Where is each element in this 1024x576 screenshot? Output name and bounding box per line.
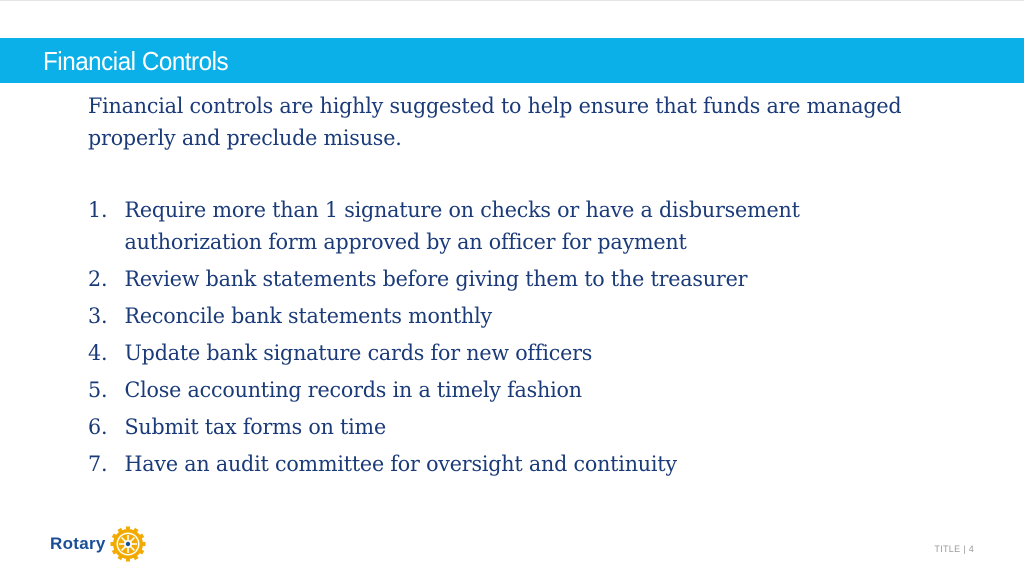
list-item-number: 2. [88, 267, 108, 292]
list-item [88, 195, 914, 259]
rotary-logo [50, 526, 146, 562]
list-item-text: Reconcile bank statements monthly [124, 304, 492, 329]
list-item-number: 5. [88, 378, 108, 403]
footer-separator: | [963, 544, 966, 554]
list-item [88, 412, 914, 444]
intro-paragraph: Financial controls are highly suggested to help ensure that funds are managed properly and preclude misuse. [88, 94, 902, 151]
list-item-text: Have an audit committee for oversight and continuity [124, 452, 677, 477]
page-footer [934, 544, 974, 554]
list-item-number: 4. [88, 341, 108, 366]
list-item [88, 375, 914, 407]
list-item [88, 449, 914, 481]
logo-wordmark: Rotary [50, 534, 106, 553]
top-divider [0, 0, 1024, 1]
controls-list [88, 195, 914, 486]
list-item-number: 1. [88, 198, 108, 223]
list-item-text: Review bank statements before giving them to the treasurer [124, 267, 748, 292]
rotary-wheel-icon [110, 526, 146, 562]
list-item [88, 338, 914, 370]
list-item-number: 3. [88, 304, 108, 329]
list-item-text: Update bank signature cards for new officers [124, 341, 593, 366]
list-item-text: Close accounting records in a timely fashion [124, 378, 582, 403]
list-item [88, 301, 914, 333]
page-number: 4 [968, 544, 974, 554]
list-item-text: Submit tax forms on time [124, 415, 386, 440]
list-item-number: 7. [88, 452, 108, 477]
footer-label: TITLE [934, 544, 961, 554]
list-item [88, 264, 914, 296]
slide-title: Financial Controls [43, 46, 229, 76]
list-item-number: 6. [88, 415, 108, 440]
list-item-text: Require more than 1 signature on checks or have a disbursement authorization form approved by an officer for payment [124, 198, 800, 255]
